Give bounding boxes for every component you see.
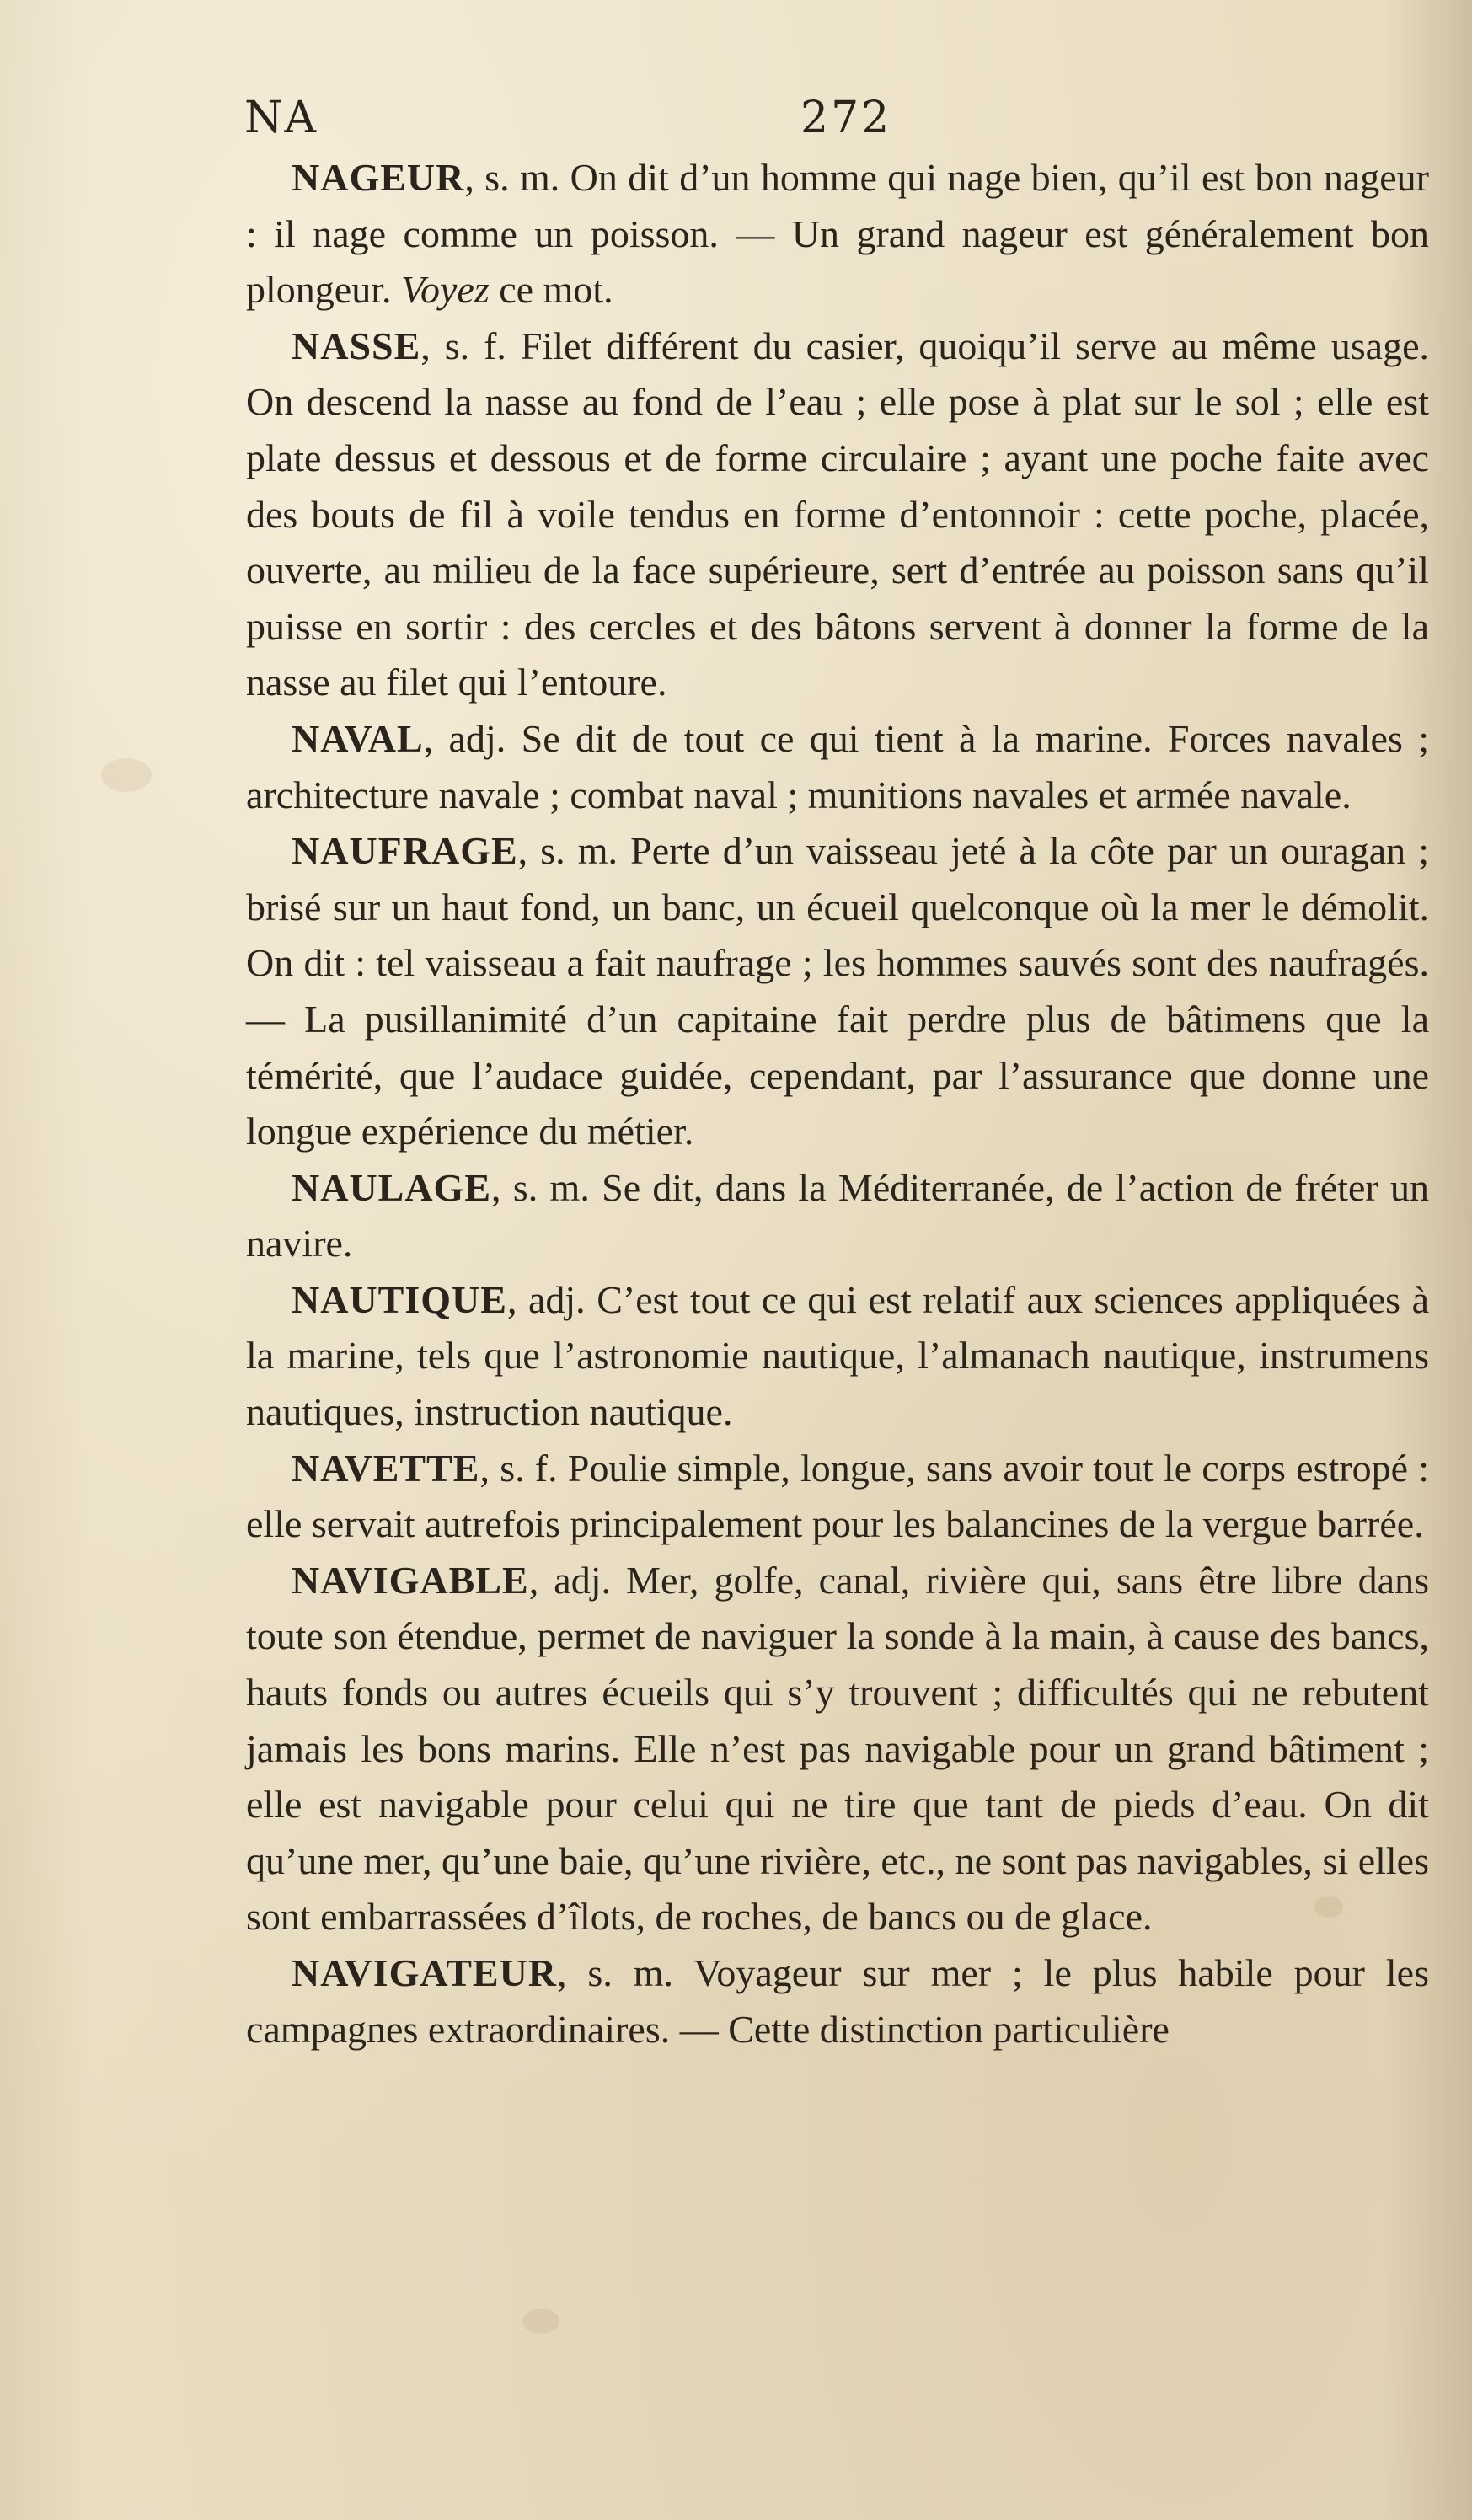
- part-of-speech: , s. m.: [491, 1165, 590, 1209]
- entry-naulage: [246, 1160, 1429, 1272]
- entry-navigable: [246, 1553, 1429, 1945]
- entry-nageur: [246, 150, 1429, 318]
- page-header: [244, 84, 1424, 152]
- definition: Mer, golfe, canal, rivière qui, sans être libre dans toute son étendue, permet de naviguer la sonde à la main, à cause des bancs, hauts fonds ou autres écueils qui s’y trouvent ; difficultés qui ne rebutent jamais les bons marins. Elle n’est pas navigable pour un grand bâtiment ; elle est navigable pour celui qui ne tire que tant de pieds d’eau. On dit qu’une mer, qu’une baie, qu’une rivière, etc., ne sont pas navigables, si elles sont embarrassées d’îlots, de roches, de bancs ou de glace.: [246, 1558, 1430, 1939]
- running-head: NA: [244, 93, 318, 143]
- definition: Se dit de tout ce qui tient à la marine. Forces navales ; architecture navale ; combat naval ; munitions navales et armée navale.: [246, 716, 1429, 816]
- definition: Filet différent du casier, quoiqu’il serve au même usage. On descend la nasse au fond de l’eau ; elle pose à plat sur le sol ; elle est plate dessus et dessous et de forme circulaire ; ayant une poche faite avec des bouts de fil à voile tendus en forme d’entonnoir : cette poche, placée, ouverte, au milieu de la face supérieure, sert d’entrée au poisson sans qu’il puisse en sortir : des cercles et des bâtons servent à donner la forme de la nasse au filet qui l’entoure.: [246, 324, 1429, 704]
- entry-navigateur: [246, 1945, 1429, 2057]
- headword: NAVAL: [292, 716, 424, 760]
- part-of-speech: , s. f.: [479, 1446, 558, 1490]
- page-body: [246, 150, 1429, 2057]
- headword: NASSE: [292, 324, 421, 367]
- definition: Voyageur sur mer ; le plus habile pour les campagnes extraordinaires. — Cette distinction particulière: [246, 1951, 1429, 2051]
- paper-stain: [522, 2309, 559, 2334]
- part-of-speech: , adj.: [506, 1277, 586, 1321]
- entry-naval: [246, 711, 1429, 823]
- paper-stain: [101, 758, 152, 792]
- headword: NAUFRAGE: [292, 829, 518, 873]
- entry-navette: [246, 1441, 1429, 1553]
- page-number: 272: [800, 93, 892, 143]
- headword: NAGEUR: [292, 156, 465, 199]
- definition: Poulie simple, longue, sans avoir tout le corps estropé : elle servait autrefois principalement pour les balancines de la vergue barrée.: [246, 1446, 1429, 1546]
- part-of-speech: , s. f.: [420, 324, 506, 367]
- part-of-speech: , s. m.: [464, 156, 560, 199]
- entry-naufrage: [246, 823, 1429, 1160]
- part-of-speech: , s. m.: [517, 829, 618, 873]
- part-of-speech: , adj.: [528, 1558, 612, 1602]
- headword: NAUTIQUE: [292, 1277, 507, 1321]
- definition: Perte d’un vaisseau jeté à la côte par un ouragan ; brisé sur un haut fond, un banc, un écueil quelconque où la mer le démolit. On dit : tel vaisseau a fait naufrage ; les hommes sauvés sont des naufragés. — La pusillanimité d’un capitaine fait perdre plus de bâtimens que la témérité, que l’audace guidée, cependant, par l’assurance que donne une longue expérience du métier.: [246, 829, 1429, 1153]
- definition: Se dit, dans la Méditerranée, de l’action de fréter un navire.: [246, 1165, 1430, 1265]
- part-of-speech: , s. m.: [557, 1951, 674, 1994]
- headword: NAVETTE: [292, 1446, 480, 1490]
- definition-tail: ce mot.: [489, 268, 613, 312]
- entry-nautique: [246, 1272, 1429, 1441]
- entry-nasse: [246, 318, 1429, 711]
- part-of-speech: , adj.: [423, 716, 506, 760]
- definition: On dit d’un homme qui nage bien, qu’il est bon nageur : il nage comme un poisson. — Un grand nageur est généralement bon plongeur.: [246, 156, 1429, 312]
- definition: C’est tout ce qui est relatif aux sciences appliquées à la marine, tels que l’astronomie nautique, l’almanach nautique, instrumens nautiques, instruction nautique.: [246, 1277, 1429, 1434]
- headword: NAULAGE: [292, 1165, 492, 1209]
- headword: NAVIGATEUR: [292, 1951, 558, 1994]
- headword: NAVIGABLE: [292, 1558, 529, 1602]
- cross-reference: Voyez: [400, 268, 490, 312]
